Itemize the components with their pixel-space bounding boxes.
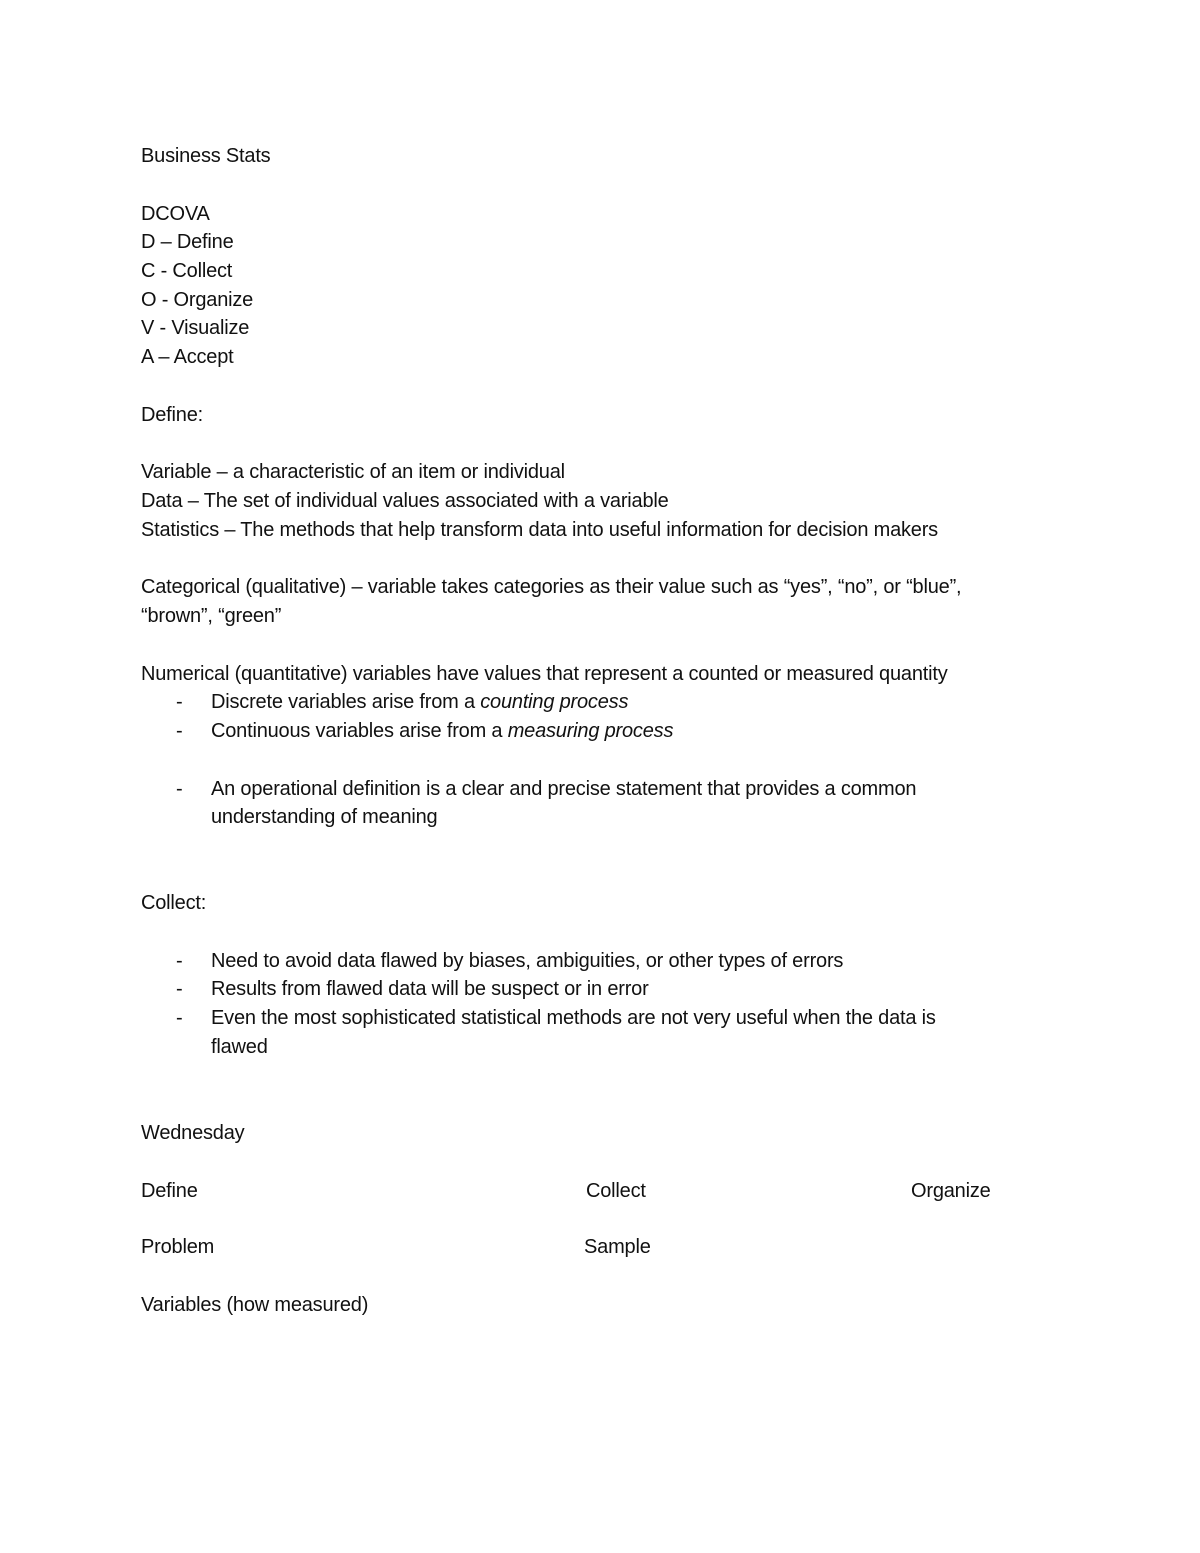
collect-bullet-methods-line-1: Even the most sophisticated statistical methods are not very useful when the data is [211,1007,936,1029]
bullet-operational-line-1: An operational definition is a clear and precise statement that provides a common [211,778,917,800]
bullet-continuous-prefix: Continuous variables arise from a [211,720,508,742]
dcova-heading: DCOVA [141,203,210,225]
numerical-line: Numerical (quantitative) variables have values that represent a counted or measured quantity [141,663,948,685]
column-problem: Problem [141,1236,215,1258]
document-title: Business Stats [141,145,271,167]
column-sample: Sample [584,1236,651,1258]
dcova-item-organize: O - Organize [141,289,254,311]
categorical-line-2: “brown”, “green” [141,605,282,627]
wednesday-heading: Wednesday [141,1122,245,1144]
column-define: Define [141,1180,198,1202]
bullet-dash: - [176,950,183,972]
variables-how-measured: Variables (how measured) [141,1294,369,1316]
categorical-line-1: Categorical (qualitative) – variable takes categories as their value such as “yes”, “no”, or “blue”, [141,576,962,598]
define-heading: Define: [141,404,203,426]
definition-statistics: Statistics – The methods that help transform data into useful information for decision makers [141,519,938,541]
collect-bullet-avoid: Need to avoid data flawed by biases, ambiguities, or other types of errors [211,950,844,972]
bullet-dash: - [176,778,183,800]
bullet-dash: - [176,691,183,713]
bullet-discrete-prefix: Discrete variables arise from a [211,691,481,713]
bullet-dash: - [176,1007,183,1029]
column-organize: Organize [911,1180,991,1202]
bullet-discrete-emphasis: counting process [480,691,629,713]
collect-bullet-methods-line-2: flawed [211,1036,268,1058]
bullet-continuous-emphasis: measuring process [507,720,674,742]
dcova-item-collect: C - Collect [141,260,233,282]
definition-variable: Variable – a characteristic of an item or individual [141,461,565,483]
bullet-discrete [211,688,628,716]
bullet-dash: - [176,720,183,742]
dcova-item-accept: A – Accept [141,346,234,368]
dcova-item-visualize: V - Visualize [141,317,250,339]
collect-heading: Collect: [141,892,207,914]
dcova-item-define: D – Define [141,231,234,253]
bullet-operational-line-2: understanding of meaning [211,806,438,828]
column-collect: Collect [586,1180,646,1202]
bullet-continuous [211,717,673,745]
collect-bullet-results: Results from flawed data will be suspect or in error [211,978,649,1000]
bullet-dash: - [176,978,183,1000]
definition-data: Data – The set of individual values associated with a variable [141,490,669,512]
